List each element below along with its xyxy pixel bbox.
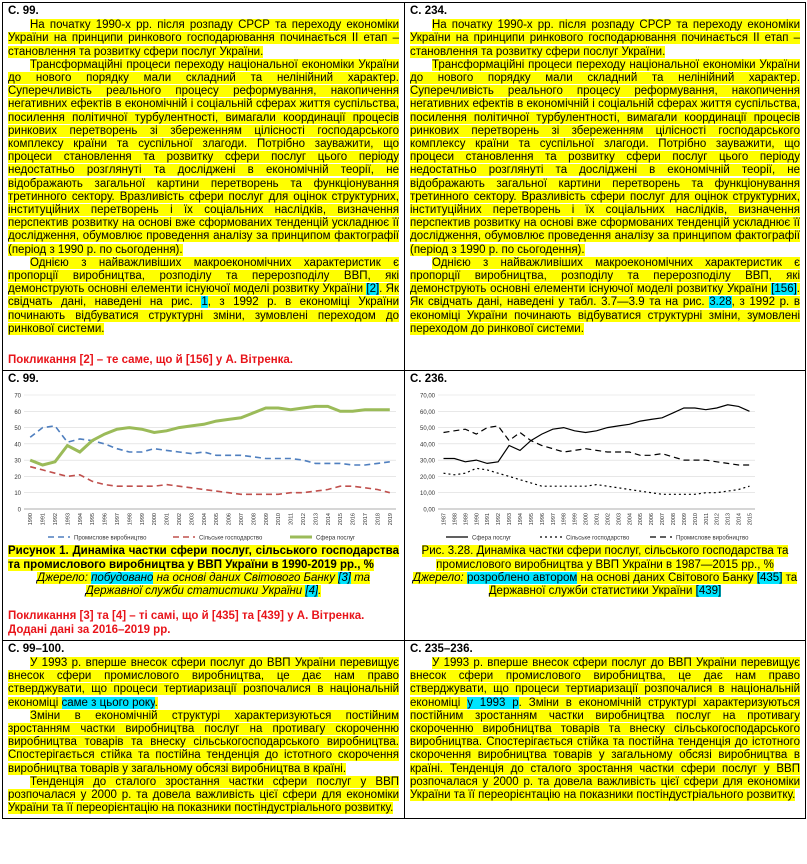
series-line	[30, 467, 390, 495]
x-tick-label: 2000	[583, 513, 590, 526]
reviewer-note: Покликання [3] та [4] – ті самі, що й [435] та [439] у А. Вітренка.	[8, 610, 365, 623]
right-cell-3	[405, 640, 806, 819]
x-tick-label: 1988	[452, 513, 459, 526]
x-tick-label: 2003	[616, 513, 623, 526]
x-tick-label: 1993	[507, 513, 514, 526]
x-tick-label: 1996	[102, 513, 109, 526]
paragraph: Зміни в економічній структурі характеризуються постійним зростанням частки виробництва послуг на противагу скороченню виробництва товарів та внеску сільськогосподарського виробництва. Спостерігається стійка та постійна тенденція до істотного скорочення виробництва товарів у загальному обсязі виробництва в країні.	[8, 709, 399, 775]
page-reference: С. 99.	[8, 373, 39, 386]
chart-right-container	[410, 387, 800, 545]
y-tick-label: 0,00	[423, 507, 435, 514]
x-tick-label: 2016	[350, 513, 357, 526]
series-line	[30, 426, 390, 465]
legend-label: Сільське господарство	[566, 535, 630, 542]
paragraph: На початку 1990-х рр. після розпаду СРСР та переходу економіки України на принципи ринкового господарювання починається II етап – становлення та розвитку сфери послуг України.	[410, 19, 800, 58]
x-tick-label: 2001	[594, 513, 601, 526]
x-tick-label: 2007	[660, 513, 667, 526]
paragraph: У 1993 р. вперше внесок сфери послуг до ВВП України перевищує внесок сфери промислового виробництва, це дає нам право стверджувати, що процеси тертиаризації розпочалися в національній економіці саме з цього року.	[8, 656, 399, 709]
x-tick-label: 2011	[703, 513, 710, 526]
chart-right	[410, 387, 800, 545]
citation-ref: [2]	[366, 283, 380, 296]
x-tick-label: 2014	[325, 513, 332, 526]
chart-left	[8, 387, 398, 545]
x-tick-label: 2000	[152, 513, 159, 526]
x-tick-label: 2019	[387, 513, 394, 526]
x-tick-label: 1987	[441, 513, 448, 526]
chart-left-container	[8, 387, 399, 545]
x-tick-label: 2014	[736, 513, 743, 526]
x-tick-label: 2006	[226, 513, 233, 526]
legend-label: Сфера послуг	[472, 535, 512, 542]
x-tick-label: 2002	[605, 513, 612, 526]
legend-label: Сільське господарство	[199, 535, 263, 542]
x-tick-label: 1997	[115, 513, 121, 526]
x-tick-label: 2012	[301, 513, 307, 526]
y-tick-label: 0	[17, 507, 21, 514]
x-tick-label: 2015	[338, 513, 345, 526]
comparison-row-3	[3, 640, 806, 819]
legend-label: Промислове виробництво	[676, 535, 749, 542]
y-tick-label: 50	[14, 426, 21, 433]
x-tick-label: 1997	[550, 513, 557, 526]
figure-caption: Рис. 3.28. Динаміка частки сфери послуг, сільського господарства та промислового виробництва у ВВП України в 1987—2015 рр., %	[421, 545, 789, 571]
right-cell-1	[405, 3, 806, 371]
y-tick-label: 30,00	[419, 459, 435, 466]
x-tick-label: 2010	[276, 513, 283, 526]
paragraph: Трансформаційні процеси переходу національної економіки України до нового порядку мали складний та нелінійний характер. Суперечливість реального процесу реформування, накопичення негативних ефектів в економічній і соціальній сферах життя суспільства, посилення політичної турбулентності, вимагали координації процесів ринкових перетворень зі збереженням цілісності господарського комплексу країни та суспільної злагоди. Потрібно зауважити, що процеси становлення та розвитку сфери послуг цього періоду недостатньо розглянуті та досліджені в економічній теорії, не відображають загальної картини перетворень та функціонування третинного сектору. Вразливість сфери послуг для оцінок структурних, інституційних перетворень і їх соціальних наслідків, визначення перспектив розвитку на основі вже сформованих тенденцій ускладнює її дослідження, обумовлює проведення аналізу за принципом фактографії (період з 1990 р. по сьогодення).	[8, 58, 399, 256]
x-tick-label: 2013	[313, 513, 320, 526]
legend-label: Сфера послуг	[316, 535, 356, 542]
plot-area	[420, 394, 755, 526]
figure-source: Джерело: побудовано на основі даних Світового Банку [3] та Державної служби статистики України [4].	[37, 571, 370, 598]
series-line	[444, 469, 750, 495]
y-tick-label: 50,00	[419, 426, 435, 433]
legend	[446, 536, 749, 542]
x-tick-label: 2004	[627, 513, 634, 526]
x-tick-label: 2008	[251, 513, 258, 526]
paragraph: На початку 1990-х рр. після розпаду СРСР та переходу економіки України на принципи ринкового господарювання починається II етап – становлення та розвитку сфери послуг України.	[8, 19, 399, 58]
x-tick-label: 2008	[671, 513, 678, 526]
x-tick-label: 1996	[539, 513, 546, 526]
paragraph: Однією з найважливіших макроекономічних характеристик є пропорції виробництва, розподілу та перерозподілу ВВП, які демонструють основні елементи існуючої моделі розвитку України [156]. Як свідчать дані, наведені у табл. 3.7—3.9 та на рис. 3.28, з 1992 р. в економіці України починають відбуватися структурні зміни, зумовлені переходом до ринкової системи.	[410, 256, 801, 335]
y-tick-label: 20	[14, 475, 21, 482]
x-tick-label: 1999	[139, 513, 146, 526]
y-tick-label: 60	[14, 410, 21, 417]
comparison-table	[2, 2, 806, 819]
figure-ref: 3.28	[709, 296, 732, 309]
x-tick-label: 2018	[375, 513, 382, 526]
y-tick-label: 40	[14, 442, 21, 449]
x-tick-label: 1992	[496, 513, 503, 526]
paragraph: У 1993 р. вперше внесок сфери послуг до ВВП України перевищує внесок сфери промислового виробництва, це дає нам право стверджувати, що процеси тертиаризації розпочалися в національній економіці у 1993 р. Зміни в економічній структурі характеризуються постійним зростанням частки виробництва послуг на противагу скороченню виробництва товарів та внеску сільськогосподарського виробництва. Спостерігається стійка та постійна тенденція до істотного скорочення виробництва товарів у загальному обсязі виробництва в країні. Тенденція до сталого зростання частки сфери послуг у ВВП розпочалася у 2000 р. та довела важливість цієї сфери для економіки України та її переорієнтацію на показники постіндустріального розвитку.	[410, 656, 800, 801]
reviewer-note: Додані дані за 2016–2019 рр.	[8, 623, 171, 636]
x-tick-label: 2002	[177, 513, 183, 526]
y-tick-label: 40,00	[419, 442, 435, 449]
left-cell-1	[3, 3, 405, 371]
page-reference: С. 236.	[410, 373, 448, 386]
x-tick-label: 2015	[747, 513, 754, 526]
y-tick-label: 10,00	[419, 491, 435, 498]
paragraph: Тенденція до сталого зростання частки сфери послуг у ВВП розпочалася у 2000 р. та довела важливість цієї сфери для економіки України та її переорієнтацію на показники постіндустріального розвитку.	[8, 775, 399, 815]
page-reference: С. 234.	[410, 5, 448, 17]
x-tick-label: 1998	[127, 513, 134, 526]
x-tick-label: 1995	[90, 513, 97, 526]
x-tick-label: 2004	[201, 513, 208, 526]
figure-ref: 1	[201, 296, 208, 309]
y-tick-label: 20,00	[419, 475, 435, 482]
reviewer-note: Покликання [2] – те саме, що й [156] у А. Вітренка.	[8, 354, 294, 367]
y-tick-label: 60,00	[419, 410, 435, 417]
citation-ref: [156]	[771, 283, 797, 296]
y-tick-label: 10	[14, 491, 21, 498]
x-tick-label: 1990	[28, 513, 35, 526]
series-line	[444, 426, 750, 465]
x-tick-label: 2005	[638, 513, 645, 526]
x-tick-label: 1990	[474, 513, 481, 526]
legend	[48, 536, 356, 542]
y-tick-label: 70	[14, 393, 21, 400]
right-cell-2	[405, 371, 806, 640]
x-tick-label: 2012	[714, 513, 721, 526]
x-tick-label: 2013	[725, 513, 732, 526]
x-tick-label: 2007	[239, 513, 245, 526]
x-tick-label: 1994	[517, 513, 524, 526]
paragraph: Трансформаційні процеси переходу національної економіки України до нового порядку мали складний та нелінійний характер. Суперечливість реального процесу реформування, накопичення негативних ефектів в економічній і соціальній сферах життя суспільства, посилення політичної турбулентності, вимагали координації процесів ринкових перетворень зі збереженням цілісності господарського комплексу країни та суспільної злагоди. Потрібно зауважити, що процеси становлення та розвитку сфери послуг цього періоду недостатньо розглянуті та досліджені в економічній теорії, не відображають загальної картини перетворень та функціонування третинного сектору. Вразливість сфери послуг для оцінок структурних, інституційних перетворень і їх соціальних наслідків, визначення перспектив розвитку на основі вже сформованих тенденцій ускладнює її дослідження, обумовлює проведення аналізу за принципом фактографії (період з 1990 р. по сьогодення).	[410, 58, 800, 256]
comparison-row-1	[3, 3, 806, 371]
x-tick-label: 1994	[77, 513, 84, 526]
x-tick-label: 2001	[164, 513, 171, 526]
comparison-row-2	[3, 371, 806, 640]
page-reference: С. 235–236.	[410, 642, 473, 655]
x-tick-label: 2009	[263, 513, 270, 526]
page-reference: С. 99–100.	[8, 642, 65, 655]
x-tick-label: 1995	[528, 513, 535, 526]
x-tick-label: 2003	[189, 513, 196, 526]
plot-area	[14, 394, 396, 526]
figure-source: Джерело: розроблено автором на основі даних Світового Банку [435] та Державної служби статистики України [439]	[412, 571, 798, 598]
x-tick-label: 2017	[363, 513, 369, 526]
x-tick-label: 1993	[65, 513, 72, 526]
x-tick-label: 2010	[692, 513, 699, 526]
left-cell-3	[3, 640, 405, 819]
paragraph: Однією з найважливіших макроекономічних характеристик є пропорції виробництва, розподілу та перерозподілу ВВП, які демонструють основні елементи існуючої моделі розвитку України [2]. Як свідчать дані, наведені на рис. 1, з 1992 р. в економіці України починають відбуватися структурні зміни, зумовлені переходом до ринкової системи.	[8, 256, 400, 335]
x-tick-label: 2005	[214, 513, 221, 526]
y-tick-label: 70,00	[419, 393, 435, 400]
x-tick-label: 1999	[572, 513, 579, 526]
legend-label: Промислове виробництво	[74, 535, 147, 542]
page-reference: С. 99.	[8, 5, 39, 17]
series-line	[30, 407, 390, 466]
figure-caption: Рисунок 1. Динаміка частки сфери послуг, сільського господарства та промислового виробництва у ВВП України в 1990-2019 рр., %	[8, 545, 399, 571]
y-tick-label: 30	[14, 459, 21, 466]
x-tick-label: 2009	[681, 513, 688, 526]
x-tick-label: 1991	[485, 513, 492, 526]
x-tick-label: 1989	[463, 513, 470, 526]
x-tick-label: 2011	[288, 513, 295, 526]
x-tick-label: 1992	[53, 513, 59, 526]
x-tick-label: 2006	[649, 513, 656, 526]
x-tick-label: 1991	[40, 513, 47, 526]
x-tick-label: 1998	[561, 513, 568, 526]
left-cell-2	[3, 371, 405, 640]
series-line	[444, 405, 750, 464]
